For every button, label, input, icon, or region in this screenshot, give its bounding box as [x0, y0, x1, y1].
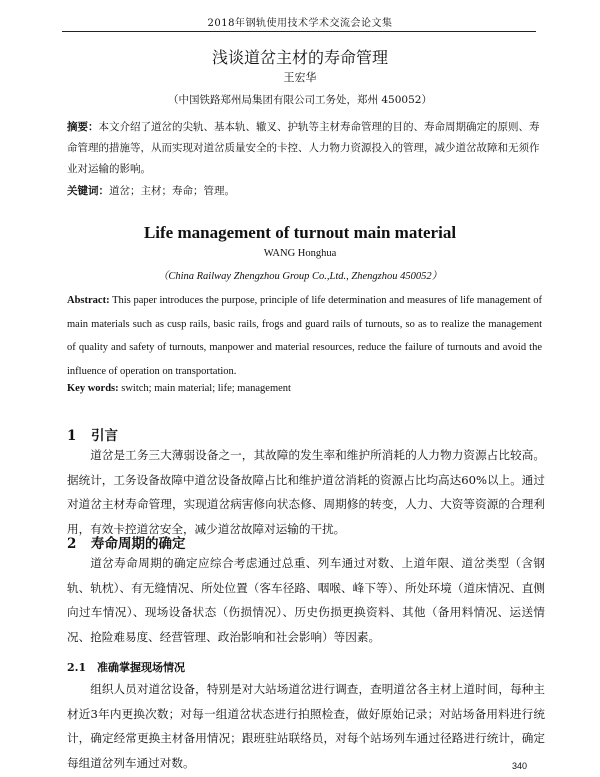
- keywords-en: [67, 383, 542, 394]
- section-2-number: 2: [67, 536, 77, 552]
- subsection-2-1-number: 2.1: [67, 661, 87, 674]
- keywords-cn: [67, 183, 542, 198]
- abstract-cn-text: 本文介绍了道岔的尖轨、基本轨、辙叉、护轨等主材寿命管理的目的、寿命周期确定的原则、寿命管理的措施等，从而实现对道岔质量安全的卡控、人力物力资源投入的管理，减少道岔故障和无须作业对运输的影响。: [67, 121, 540, 175]
- affiliation-en: （China Railway Zhengzhou Group Co.,Ltd., Zhengzhou 450052）: [157, 271, 443, 282]
- page-number: 340: [512, 761, 528, 771]
- abstract-en: [67, 289, 542, 383]
- author-en: WANG Honghua: [263, 248, 337, 259]
- keywords-en-label: Key words:: [67, 383, 119, 394]
- abstract-cn-label: 摘要：: [67, 121, 99, 133]
- keywords-en-text: switch; main material; life; management: [121, 383, 291, 394]
- title-en: Life management of turnout main material: [143, 223, 457, 242]
- section-2-heading: [67, 532, 186, 552]
- section-2-title: 寿命周期的确定: [91, 536, 186, 552]
- subsection-2-1-heading: [67, 659, 185, 675]
- running-header: 2018年钢轨使用技术学术交流会论文集: [207, 18, 393, 29]
- abstract-cn: [67, 117, 542, 180]
- affiliation-cn: （中国铁路郑州局集团有限公司工务处，郑州 450052）: [168, 94, 432, 106]
- author-cn: 王宏华: [283, 71, 317, 84]
- section-1-heading: [67, 424, 118, 444]
- abstract-en-text: This paper introduces the purpose, principle of life determination and measures of life management of main materials such as cusp rails, basic rails, frogs and guard rails of turnouts, so as to realize the management of quality and safety of turnouts, manpower and material resources, reduce the failure of turnouts and avoid the influence of operation on transportation.: [67, 295, 542, 377]
- abstract-en-label: Abstract:: [67, 295, 110, 306]
- keywords-cn-text: 道岔；主材；寿命；管理。: [109, 185, 235, 197]
- header-rule: [62, 31, 536, 32]
- subsection-2-1-paragraph: 组织人员对道岔设备，特别是对大站场道岔进行调查，查明道岔各主材上道时间，每种主材近3年内更换次数；对每一组道岔状态进行拍照检查，做好原始记录；对站场备用料进行统计，确定经常更换主材备用情况；跟班驻站联络员，对每个站场列车通过径路进行统计，确定每组道岔列车通过对数。: [67, 682, 545, 770]
- section-1-paragraph: 道岔是工务三大薄弱设备之一，其故障的发生率和维护所消耗的人力物力资源占比较高。据统计，工务设备故障中道岔设备故障占比和维护道岔消耗的资源占比均高达60%以上。通过对道岔主材寿命管理，实现道岔病害修向状态修、周期修的转变，人力、大资等资源的合理利用，有效卡控道岔安全，减少道岔故障对运输的干扰。: [67, 448, 545, 536]
- section-1-number: 1: [67, 428, 77, 444]
- subsection-2-1-title: 准确掌握现场情况: [97, 661, 185, 674]
- keywords-cn-label: 关键词：: [67, 185, 109, 197]
- section-2-paragraph: 道岔寿命周期的确定应综合考虑通过总重、列车通过对数、上道年限、道岔类型（含钢轨、轨枕）、有无缝情况、所处位置（客车径路、咽喉、峰下等）、所处环境（道床情况、直侧向过车情况）、现场设备状态（伤损情况）、历史伤损更换资料、其他（备用料情况、运送情况、抢险难易度、经营管理、政治影响和社会影响）等因素。: [67, 556, 545, 644]
- title-cn: 浅谈道岔主材的寿命管理: [211, 48, 388, 67]
- section-1-title: 引言: [91, 428, 118, 444]
